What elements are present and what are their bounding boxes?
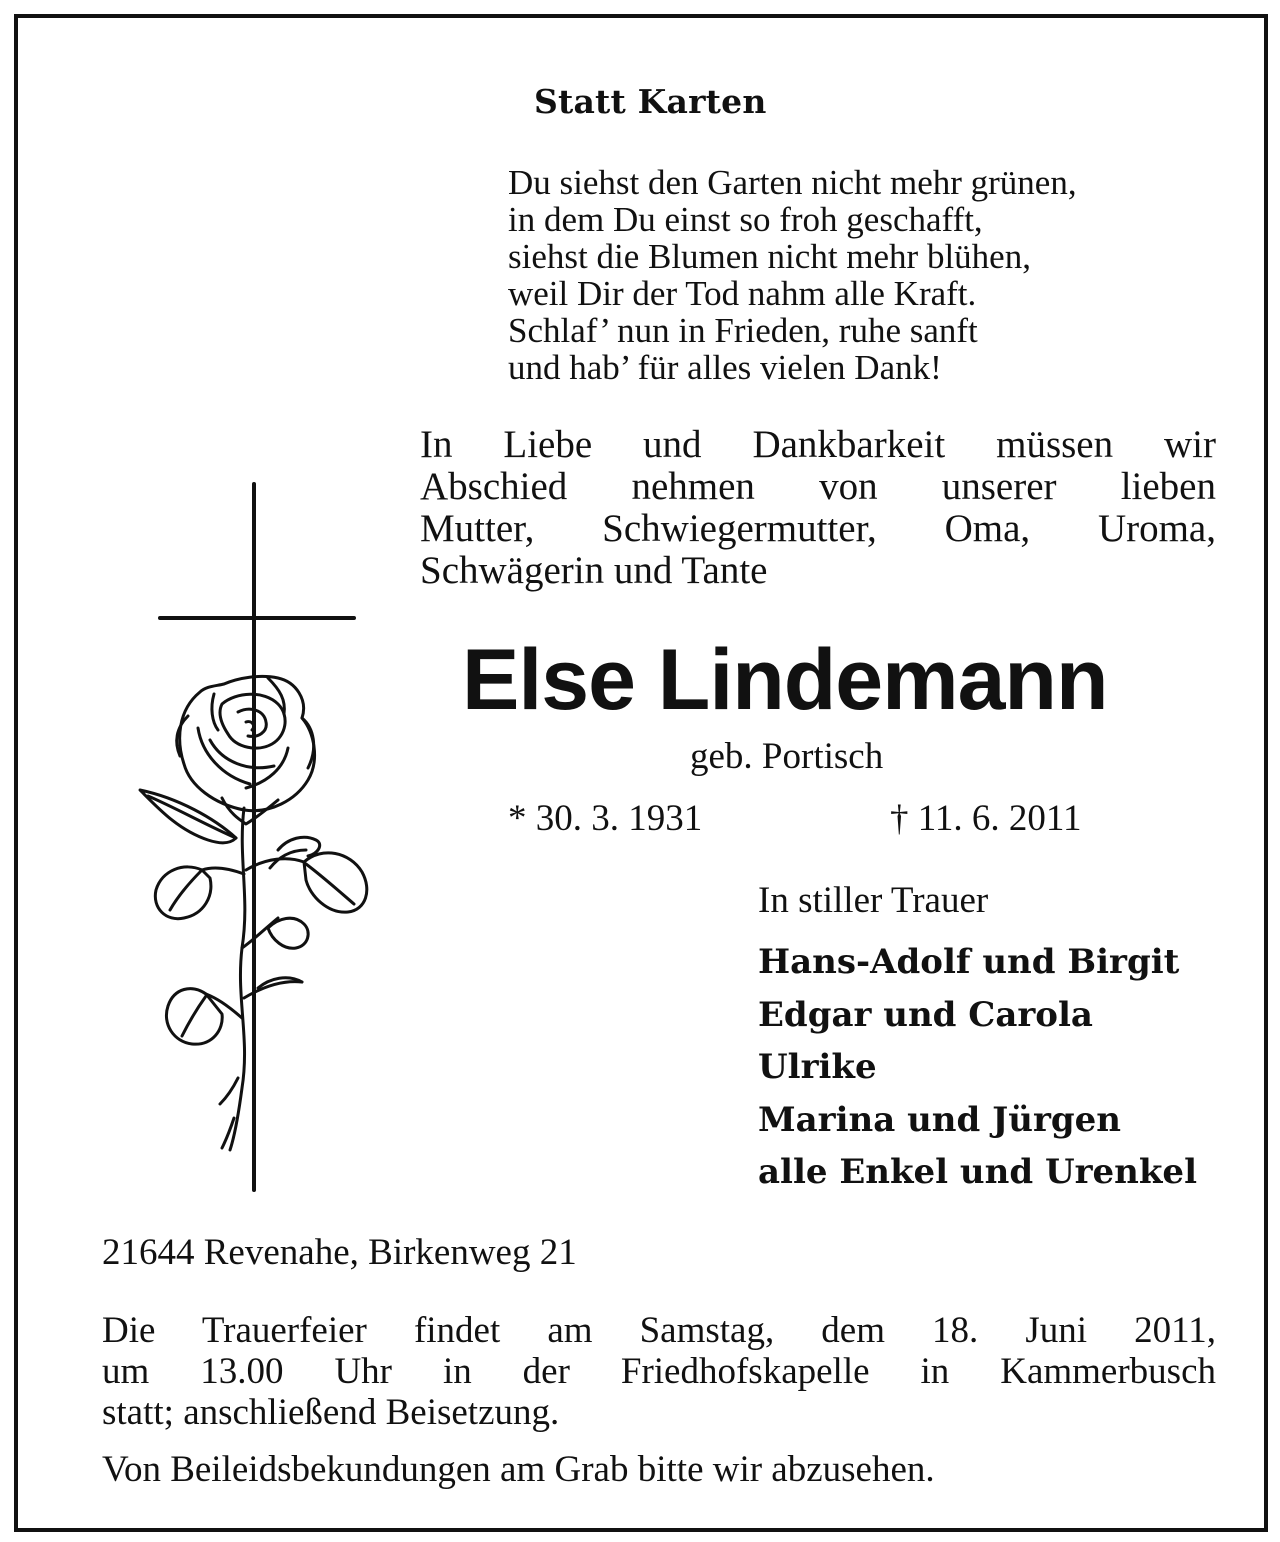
address: 21644 Revenahe, Birkenweg 21	[102, 1232, 577, 1273]
mourners-list	[758, 936, 1197, 1199]
poem-line: und hab’ für alles vielen Dank!	[508, 348, 942, 387]
mourner: Edgar und Carola	[758, 994, 1093, 1035]
intro-line: In Liebe und Dankbarkeit müssen wir	[420, 423, 1216, 466]
death-date: † 11. 6. 2011	[890, 798, 1082, 839]
mourner: Hans-Adolf und Birgit	[758, 942, 1180, 982]
mourner: Ulrike	[758, 1047, 877, 1087]
poem	[508, 164, 1077, 386]
service-line: Die Trauerfeier findet am Samstag, dem 18. Juni 2011,	[102, 1310, 1216, 1351]
heading-statt-karten: Statt Karten	[534, 82, 767, 121]
cross-with-rose-icon	[118, 478, 378, 1198]
intro-text	[420, 424, 1216, 592]
service-info	[102, 1310, 1216, 1433]
poem-line: Du siehst den Garten nicht mehr grünen,	[508, 163, 1077, 202]
poem-line: in dem Du einst so froh geschafft,	[508, 200, 983, 239]
poem-line: weil Dir der Tod nahm alle Kraft.	[508, 274, 977, 313]
poem-line: Schlaf’ nun in Frieden, ruhe sanft	[508, 311, 978, 350]
service-line: statt; anschließend Beisetzung.	[102, 1392, 560, 1433]
intro-line: Abschied nehmen von unserer lieben	[420, 465, 1216, 508]
deceased-name: Else Lindemann	[462, 632, 1108, 728]
condolence-note: Von Beileidsbekundungen am Grab bitte wir abzusehen.	[102, 1449, 935, 1490]
service-line: um 13.00 Uhr in der Friedhofskapelle in Kammerbusch	[102, 1351, 1216, 1392]
obituary-notice	[14, 14, 1268, 1532]
intro-line: Schwägerin und Tante	[420, 549, 768, 592]
mourner: alle Enkel und Urenkel	[758, 1152, 1197, 1192]
birth-date: * 30. 3. 1931	[508, 798, 703, 839]
maiden-name: geb. Portisch	[690, 736, 884, 777]
intro-line: Mutter, Schwiegermutter, Oma, Uroma,	[420, 507, 1216, 550]
poem-line: siehst die Blumen nicht mehr blühen,	[508, 237, 1031, 276]
mourner: Marina und Jürgen	[758, 1099, 1121, 1140]
mourning-label: In stiller Trauer	[758, 880, 989, 921]
